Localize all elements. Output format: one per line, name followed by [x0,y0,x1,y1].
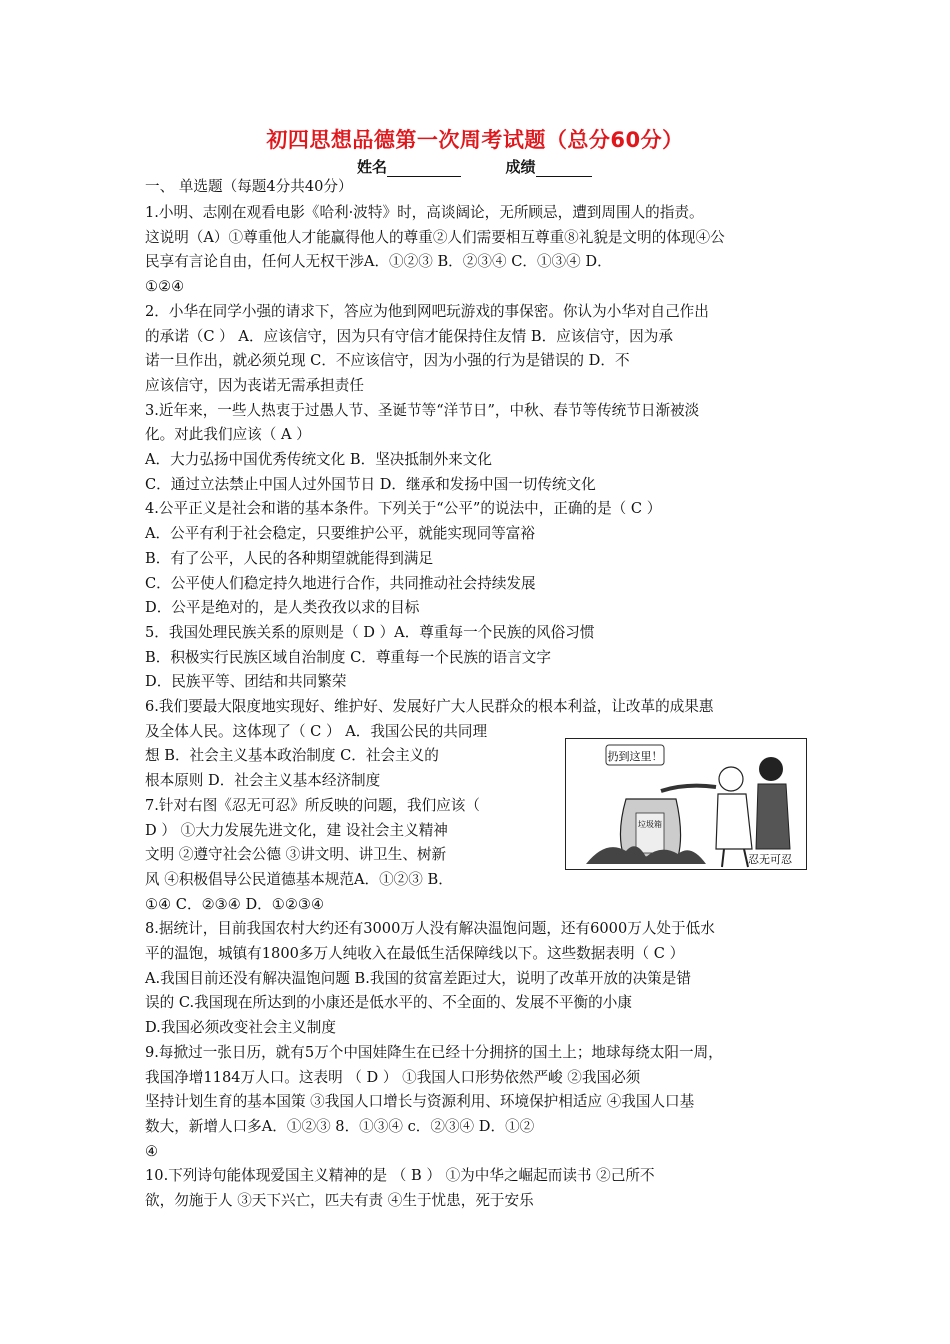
cartoon-caption-top: 扔到这里！ [607,750,663,763]
question-line: 9.每掀过一张日历，就有5万个中国娃降生在已经十分拥挤的国土上；地球每绕太阳一周， [145,1043,723,1061]
question-line: 数大，新增人口多A．①②③ 8．①③④ c．②③④ D．①② [145,1117,535,1135]
name-label: 姓名 [357,158,388,176]
question-line: A．大力弘扬中国优秀传统文化 B．坚决抵制外来文化 [145,451,492,468]
question-line: 这说明（A）①尊重他人才能赢得他人的尊重②人们需要相互尊重⑧礼貌是文明的体现④公 [145,228,725,246]
question-line: ①④ C．②③④ D．①②③④ [145,895,325,913]
question-line: 3.近年来，一些人热衷于过愚人节、圣诞节等“洋节日”，中秋、春节等传统节日渐被淡 [145,401,700,419]
question-line: D．公平是绝对的，是人类孜孜以求的目标 [145,599,420,617]
question-line: 平的温饱，城镇有1800多万人纯收入在最低生活保障线以下。这些数据表明（ C ） [145,945,685,962]
question-line: ④ [145,1142,159,1160]
question-line: B．积极实行民族区域自治制度 C．尊重每一个民族的语言文字 [145,648,551,666]
question-line: 文明 ②遵守社会公德 ③讲文明、讲卫生、树新 [145,846,447,864]
question-line: 我国净增1184万人口。这表明 （ D ） ①我国人口形势依然严峻 ②我国必须 [145,1068,641,1086]
question-line: 的承诺（C ） A．应该信守，因为只有守信才能保持住友情 B．应该信守，因为承 [145,327,673,345]
name-blank[interactable] [387,160,461,177]
question-line: 风 ④积极倡导公民道德基本规范A．①②③ B． [145,870,453,888]
cartoon-bin-label: 垃圾箱 [638,820,662,829]
cartoon-drawing [566,739,806,869]
question-line: 欲，勿施于人 ③天下兴亡，匹夫有责 ④生于忧患，死于安乐 [145,1192,534,1209]
question-line: 误的 C.我国现在所达到的小康还是低水平的、不全面的、发展不平衡的小康 [145,994,632,1012]
question-line: 1.小明、志刚在观看电影《哈利·波特》时，高谈阔论，无所顾忌，遭到周围人的指责。 [145,204,704,221]
question-line: 2．小华在同学小强的请求下，答应为他到网吧玩游戏的事保密。你认为小华对自己作出 [145,302,709,320]
exam-title: 初四思想品德第一次周考试题（总分60分） [266,128,684,152]
question-line: D．民族平等、团结和共同繁荣 [145,673,347,691]
question-line: 7.针对右图《忍无可忍》所反映的问题，我们应该（ [145,796,480,814]
name-score-bar [357,156,592,177]
cartoon-image [565,738,807,870]
question-line: 及全体人民。这体现了（ C ） A．我国公民的共同理 [145,722,488,740]
question-line: 想 B．社会主义基本政治制度 C．社会主义的 [145,747,439,765]
question-line: 8.据统计，目前我国农村大约还有3000万人没有解决温饱问题，还有6000万人处于低水 [145,920,715,938]
cartoon-caption-bottom: 忍无可忍 [748,853,792,866]
question-line: A．公平有利于社会稳定，只要维护公平，就能实现同等富裕 [145,525,535,543]
question-line: ①②④ [145,278,185,296]
question-line: 5．我国处理民族关系的原则是（ D ）A．尊重每一个民族的风俗习惯 [145,623,595,641]
question-line: D ） ①大力发展先进文化，建 设社会主义精神 [145,821,448,839]
question-line: 4.公平正义是社会和谐的基本条件。下列关于“公平”的说法中，正确的是（ C ） [145,500,662,518]
question-line: 诺一旦作出，就必须兑现 C．不应该信守，因为小强的行为是错误的 D．不 [145,352,630,370]
question-line: C．公平使人们稳定持久地进行合作，共同推动社会持续发展 [145,574,536,592]
question-line: 根本原则 D．社会主义基本经济制度 [145,772,381,790]
question-line: 坚持计划生育的基本国策 ③我国人口增长与资源利用、环境保护相适应 ④我国人口基 [145,1093,695,1111]
question-line: A.我国目前还没有解决温饱问题 B.我国的贫富差距过大，说明了改革开放的决策是错 [145,969,691,987]
question-line: 化。对此我们应该（ A ） [145,426,311,444]
question-line: 6.我们要最大限度地实现好、维护好、发展好广大人民群众的根本利益，让改革的成果惠 [145,698,714,715]
question-line: 民享有言论自由，任何人无权干涉A．①②③ B．②③④ C．①③④ D． [145,253,612,271]
section-heading: 一、 单选题（每题4分共40分） [145,178,353,195]
question-line: 10.下列诗句能体现爱国主义精神的是 （ B ） ①为中华之崛起而读书 ②己所不 [145,1167,655,1185]
question-line: C．通过立法禁止中国人过外国节日 D．继承和发扬中国一切传统文化 [145,475,596,493]
score-label: 成绩 [505,158,536,176]
question-line: B．有了公平，人民的各种期望就能得到满足 [145,549,434,567]
question-line: D.我国必须改变社会主义制度 [145,1019,336,1037]
question-line: 应该信守，因为丧诺无需承担责任 [145,376,364,394]
score-blank[interactable] [536,160,592,177]
